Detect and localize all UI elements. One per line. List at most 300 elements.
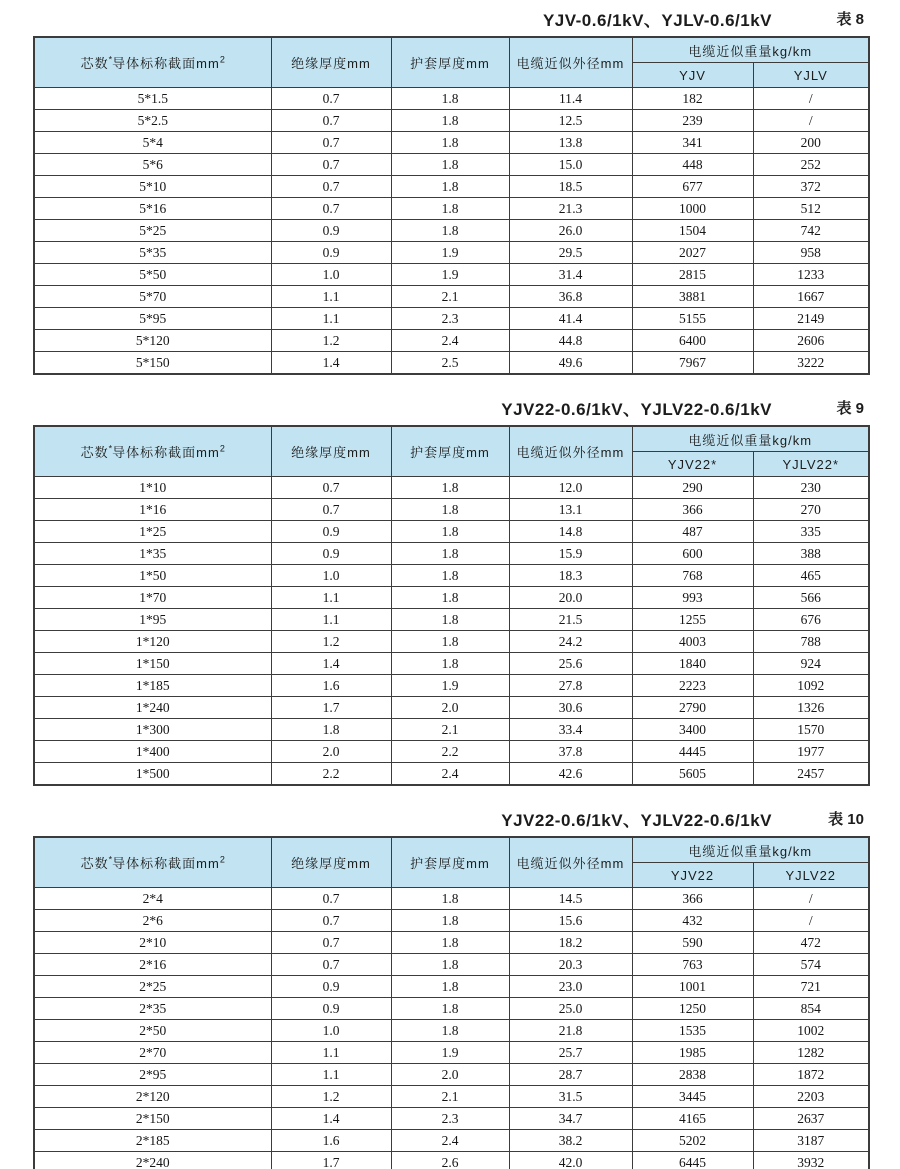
table-row [34,763,869,786]
table-cell: 5605 [632,763,753,786]
table-cell: 2.1 [391,719,509,741]
table-cell: 1000 [632,198,753,220]
table-cell: 472 [753,932,869,954]
table-cell: 5*1.5 [34,88,271,110]
table-cell: 27.8 [509,675,632,697]
table-cell: 1.8 [391,88,509,110]
table-cell: 1.8 [391,631,509,653]
table-cell: 23.0 [509,976,632,998]
header-row-main [34,37,869,63]
table-cell: 432 [632,910,753,932]
table-cell: 742 [753,220,869,242]
table-cell: 590 [632,932,753,954]
table-cell: 26.0 [509,220,632,242]
header-weight-yjv: YJV [632,63,753,88]
table-cell: 1.0 [271,264,391,286]
table-cell: 4003 [632,631,753,653]
table-row [34,132,869,154]
table-cell: 239 [632,110,753,132]
table-cell: / [753,110,869,132]
table-cell: 0.7 [271,888,391,910]
header-sheath: 护套厚度mm [391,37,509,88]
table-cell: 5*16 [34,198,271,220]
table-cell: 15.0 [509,154,632,176]
table-cell: 2.0 [271,741,391,763]
table-cell: 5*50 [34,264,271,286]
table-cell: 0.7 [271,88,391,110]
table-cell: 1.8 [391,976,509,998]
table-cell: 2*70 [34,1042,271,1064]
table-row [34,220,869,242]
table-row [34,976,869,998]
table-cell: 1*185 [34,675,271,697]
table-cell: 1.8 [391,954,509,976]
table-cell: 1.8 [391,888,509,910]
table-cell: 676 [753,609,869,631]
table-cell: 20.0 [509,587,632,609]
table-body [34,88,869,375]
table-cell: 1.7 [271,1152,391,1169]
table-cell: 1.4 [271,653,391,675]
table-cell: 42.6 [509,763,632,786]
header-core-sup: * [108,54,113,65]
table-cell: 1.8 [391,932,509,954]
table-cell: 2*25 [34,976,271,998]
table-cell: 1233 [753,264,869,286]
table-cell: 0.7 [271,176,391,198]
table-cell: 1092 [753,675,869,697]
table-cell: 5*2.5 [34,110,271,132]
table-row [34,1064,869,1086]
table-cell: 1.0 [271,565,391,587]
table-row [34,499,869,521]
table-cell: 2637 [753,1108,869,1130]
table-cell: 0.7 [271,954,391,976]
table-cell: 5*95 [34,308,271,330]
table-cell: 1002 [753,1020,869,1042]
table-cell: 0.7 [271,110,391,132]
table-cell: 366 [632,888,753,910]
table-row [34,565,869,587]
header-diameter: 电缆近似外径mm [509,37,632,88]
table-cell: 512 [753,198,869,220]
table-cell: 335 [753,521,869,543]
table-cell: 1282 [753,1042,869,1064]
table-cell: 1.8 [391,565,509,587]
table-cell: 0.7 [271,910,391,932]
table-cell: 5*4 [34,132,271,154]
header-core-sup: * [108,443,113,454]
table-cell: 1.7 [271,697,391,719]
table-cell: 1.8 [391,587,509,609]
table-cell: 21.5 [509,609,632,631]
table-cell: 2.2 [271,763,391,786]
table-cell: 1.8 [391,653,509,675]
table-cell: 1.1 [271,308,391,330]
table-cell: 2*120 [34,1086,271,1108]
header-weight-yjlv22: YJLV22* [753,452,869,477]
table-cell: 30.6 [509,697,632,719]
table-row [34,697,869,719]
table-cell: 34.7 [509,1108,632,1130]
table-row [34,1020,869,1042]
table-cell: 1*70 [34,587,271,609]
table-row [34,198,869,220]
table-cell: 1.8 [391,609,509,631]
table-cell: 3445 [632,1086,753,1108]
table-cell: 2203 [753,1086,869,1108]
table-cell: 1*95 [34,609,271,631]
table-cell: 768 [632,565,753,587]
table-cell: 12.5 [509,110,632,132]
table-cell: 2.4 [391,330,509,352]
table-cell: 14.8 [509,521,632,543]
table-row [34,587,869,609]
header-core-section [34,426,271,477]
table-title-row [33,6,868,28]
cable-table-section-10 [33,806,868,1169]
table-cell: 2.3 [391,308,509,330]
table-row [34,675,869,697]
table-row [34,741,869,763]
cable-spec-table [33,425,870,786]
table-cell: 1.8 [391,220,509,242]
table-cell: 3932 [753,1152,869,1169]
table-cell: 5*35 [34,242,271,264]
table-cell: 38.2 [509,1130,632,1152]
table-body [34,477,869,786]
table-cell: 20.3 [509,954,632,976]
table-cell: 2.1 [391,1086,509,1108]
table-cell: 5*6 [34,154,271,176]
table-row [34,242,869,264]
table-cell: 21.3 [509,198,632,220]
table-cell: 1.2 [271,1086,391,1108]
table-cell: 1.8 [391,543,509,565]
header-weight-group: 电缆近似重量kg/km [632,37,869,63]
table-row [34,176,869,198]
header-core-text2: 导体标称截面mm [112,856,220,871]
table-cell: / [753,88,869,110]
table-cell: 15.6 [509,910,632,932]
table-cell: 1570 [753,719,869,741]
table-cell: 290 [632,477,753,499]
table-cell: 1.8 [391,910,509,932]
table-cell: 41.4 [509,308,632,330]
table-cell: 3222 [753,352,869,375]
header-core-text: 芯数 [80,445,109,460]
table-row [34,653,869,675]
table-row [34,998,869,1020]
table-row [34,1130,869,1152]
table-cell: 2.4 [391,763,509,786]
header-row-main [34,426,869,452]
table-cell: 0.9 [271,220,391,242]
table-title: YJV22-0.6/1kV、YJLV22-0.6/1kV [501,811,772,830]
table-cell: 1977 [753,741,869,763]
table-title: YJV-0.6/1kV、YJLV-0.6/1kV [542,11,772,30]
table-cell: 13.1 [509,499,632,521]
table-cell: 958 [753,242,869,264]
table-cell: 2027 [632,242,753,264]
table-cell: 18.2 [509,932,632,954]
table-cell: 0.7 [271,198,391,220]
table-cell: 2223 [632,675,753,697]
table-cell: 854 [753,998,869,1020]
table-cell: 1.1 [271,1064,391,1086]
table-cell: 566 [753,587,869,609]
table-cell: 1*25 [34,521,271,543]
table-cell: 2.0 [391,697,509,719]
table-cell: 1.4 [271,352,391,375]
table-cell: 388 [753,543,869,565]
table-cell: 230 [753,477,869,499]
table-cell: 0.7 [271,499,391,521]
table-cell: 1250 [632,998,753,1020]
table-row [34,1152,869,1169]
table-cell: 2149 [753,308,869,330]
table-cell: 18.5 [509,176,632,198]
table-cell: 2815 [632,264,753,286]
table-cell: 31.4 [509,264,632,286]
header-core-sup2: 2 [219,54,225,65]
table-cell: 448 [632,154,753,176]
table-number-label: 表 8 [836,11,864,28]
table-cell: 4445 [632,741,753,763]
table-cell: 341 [632,132,753,154]
table-cell: 1.9 [391,1042,509,1064]
table-cell: 200 [753,132,869,154]
table-cell: 6445 [632,1152,753,1169]
table-cell: 1.1 [271,609,391,631]
table-cell: 2*16 [34,954,271,976]
header-core-text: 芯数 [80,56,109,71]
table-cell: 2.5 [391,352,509,375]
table-row [34,352,869,375]
table-cell: 2.6 [391,1152,509,1169]
table-cell: 1.0 [271,1020,391,1042]
table-cell: 3187 [753,1130,869,1152]
table-cell: 1*500 [34,763,271,786]
table-cell: 2*10 [34,932,271,954]
table-cell: 1*150 [34,653,271,675]
table-row [34,264,869,286]
cable-table-section-8 [33,6,868,375]
table-cell: 2.2 [391,741,509,763]
table-body [34,888,869,1169]
table-cell: 1.8 [391,132,509,154]
table-cell: 1*120 [34,631,271,653]
table-row [34,609,869,631]
table-cell: 4165 [632,1108,753,1130]
header-insulation: 绝缘厚度mm [271,37,391,88]
table-cell: 2*4 [34,888,271,910]
table-cell: 1.8 [391,110,509,132]
table-cell: 1.6 [271,1130,391,1152]
table-row [34,631,869,653]
table-row [34,543,869,565]
table-cell: 1326 [753,697,869,719]
table-cell: 1*50 [34,565,271,587]
table-cell: 1.2 [271,631,391,653]
header-weight-yjlv: YJLV [753,63,869,88]
table-cell: 2457 [753,763,869,786]
table-cell: 28.7 [509,1064,632,1086]
table-cell: / [753,910,869,932]
table-cell: 37.8 [509,741,632,763]
table-cell: 0.9 [271,998,391,1020]
header-sheath: 护套厚度mm [391,837,509,888]
table-cell: 0.7 [271,132,391,154]
header-core-sup: * [108,854,113,865]
table-cell: 1.8 [391,198,509,220]
cable-spec-table [33,36,870,375]
table-row [34,719,869,741]
header-insulation: 绝缘厚度mm [271,837,391,888]
table-cell: 2*50 [34,1020,271,1042]
table-cell: 677 [632,176,753,198]
table-row [34,154,869,176]
header-weight-yjlv22: YJLV22 [753,863,869,888]
table-cell: 924 [753,653,869,675]
header-weight-yjv22: YJV22* [632,452,753,477]
table-cell: 3881 [632,286,753,308]
table-cell: / [753,888,869,910]
table-row [34,521,869,543]
table-row [34,1108,869,1130]
table-cell: 0.9 [271,976,391,998]
table-number-label: 表 10 [828,811,864,828]
table-cell: 1840 [632,653,753,675]
table-cell: 0.9 [271,543,391,565]
cable-spec-table [33,836,870,1169]
table-cell: 574 [753,954,869,976]
header-core-text: 芯数 [80,856,109,871]
header-sheath: 护套厚度mm [391,426,509,477]
table-cell: 1*400 [34,741,271,763]
table-cell: 182 [632,88,753,110]
table-cell: 1.1 [271,286,391,308]
table-cell: 1.8 [391,477,509,499]
table-cell: 1*240 [34,697,271,719]
table-cell: 1.8 [391,1020,509,1042]
table-cell: 0.7 [271,154,391,176]
table-cell: 1*35 [34,543,271,565]
table-cell: 1.8 [271,719,391,741]
table-cell: 5*150 [34,352,271,375]
table-cell: 0.9 [271,521,391,543]
table-cell: 1.8 [391,154,509,176]
table-row [34,88,869,110]
table-cell: 2*150 [34,1108,271,1130]
table-row [34,1086,869,1108]
table-row [34,888,869,910]
table-cell: 252 [753,154,869,176]
table-cell: 1.9 [391,675,509,697]
table-cell: 2*185 [34,1130,271,1152]
table-cell: 788 [753,631,869,653]
table-cell: 42.0 [509,1152,632,1169]
table-cell: 0.7 [271,477,391,499]
table-cell: 5*70 [34,286,271,308]
table-cell: 366 [632,499,753,521]
table-cell: 1985 [632,1042,753,1064]
table-cell: 993 [632,587,753,609]
table-cell: 600 [632,543,753,565]
table-cell: 1.1 [271,587,391,609]
table-cell: 2.4 [391,1130,509,1152]
table-cell: 2*240 [34,1152,271,1169]
table-cell: 0.7 [271,932,391,954]
table-cell: 33.4 [509,719,632,741]
table-cell: 1.8 [391,499,509,521]
table-cell: 14.5 [509,888,632,910]
table-row [34,308,869,330]
table-cell: 2838 [632,1064,753,1086]
header-weight-yjv22: YJV22 [632,863,753,888]
table-cell: 487 [632,521,753,543]
table-cell: 2790 [632,697,753,719]
header-core-sup2: 2 [219,854,225,865]
table-cell: 2*6 [34,910,271,932]
header-insulation: 绝缘厚度mm [271,426,391,477]
table-cell: 0.9 [271,242,391,264]
table-cell: 6400 [632,330,753,352]
table-cell: 465 [753,565,869,587]
table-cell: 1255 [632,609,753,631]
table-cell: 15.9 [509,543,632,565]
table-cell: 1.8 [391,998,509,1020]
table-cell: 270 [753,499,869,521]
header-core-section [34,837,271,888]
table-cell: 1535 [632,1020,753,1042]
table-title: YJV22-0.6/1kV、YJLV22-0.6/1kV [501,400,772,419]
header-diameter: 电缆近似外径mm [509,837,632,888]
table-cell: 29.5 [509,242,632,264]
table-row [34,110,869,132]
table-cell: 3400 [632,719,753,741]
table-cell: 44.8 [509,330,632,352]
table-cell: 36.8 [509,286,632,308]
table-row [34,330,869,352]
table-cell: 1*10 [34,477,271,499]
header-core-sup2: 2 [219,443,225,454]
table-cell: 1.8 [391,176,509,198]
table-cell: 21.8 [509,1020,632,1042]
table-cell: 24.2 [509,631,632,653]
table-cell: 5155 [632,308,753,330]
table-cell: 1*300 [34,719,271,741]
header-diameter: 电缆近似外径mm [509,426,632,477]
table-cell: 1.9 [391,264,509,286]
table-cell: 1872 [753,1064,869,1086]
table-number-label: 表 9 [836,400,864,417]
header-core-text2: 导体标称截面mm [112,56,220,71]
table-cell: 13.8 [509,132,632,154]
table-cell: 1.1 [271,1042,391,1064]
table-cell: 25.6 [509,653,632,675]
header-weight-group: 电缆近似重量kg/km [632,426,869,452]
table-cell: 1.9 [391,242,509,264]
table-cell: 5202 [632,1130,753,1152]
table-row [34,932,869,954]
table-cell: 2.0 [391,1064,509,1086]
table-cell: 49.6 [509,352,632,375]
table-cell: 18.3 [509,565,632,587]
table-cell: 1*16 [34,499,271,521]
table-cell: 372 [753,176,869,198]
table-cell: 25.0 [509,998,632,1020]
